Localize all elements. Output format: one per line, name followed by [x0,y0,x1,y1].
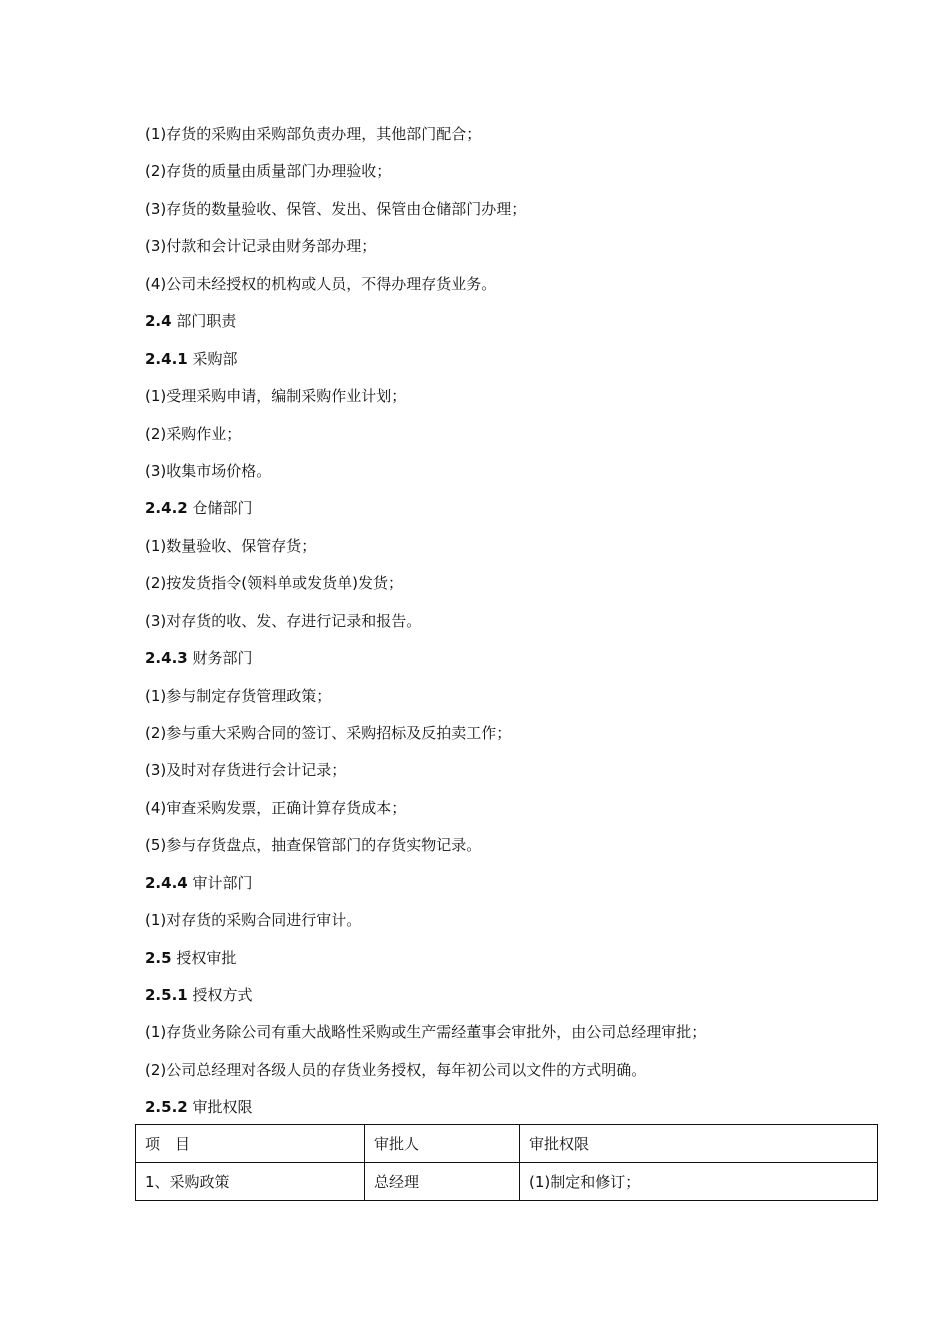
section-heading: 2.4.3 财务部门 [145,649,253,667]
table-header-cell: 审批人 [365,1125,520,1163]
table-header-cell: 项 目 [136,1125,365,1163]
list-item: (2)存货的质量由质量部门办理验收； [145,162,392,180]
list-item: (1)对存货的采购合同进行审计。 [145,911,362,929]
table-cell: (1)制定和修订； [520,1163,878,1201]
section-heading: 2.4.2 仓储部门 [145,499,253,517]
table-header-cell: 审批权限 [520,1125,878,1163]
approval-authority-table [135,1124,878,1201]
list-item: (3)收集市场价格。 [145,462,272,480]
section-heading: 2.5 授权审批 [145,949,237,967]
section-heading: 2.4.4 审计部门 [145,874,253,892]
list-item: (3)及时对存货进行会计记录； [145,761,347,779]
section-heading: 2.4.1 采购部 [145,350,238,368]
list-item: (5)参与存货盘点，抽查保管部门的存货实物记录。 [145,836,482,854]
section-heading: 2.4 部门职责 [145,312,237,330]
list-item: (2)按发货指令(领料单或发货单)发货； [145,574,403,592]
table-cell: 1、采购政策 [136,1163,365,1201]
list-item: (2)公司总经理对各级人员的存货业务授权，每年初公司以文件的方式明确。 [145,1061,647,1079]
list-item: (1)参与制定存货管理政策； [145,687,332,705]
list-item: (3)对存货的收、发、存进行记录和报告。 [145,612,422,630]
list-item: (1)存货的采购由采购部负责办理，其他部门配合； [145,125,482,143]
list-item: (3)付款和会计记录由财务部办理； [145,237,377,255]
table-row [136,1163,878,1201]
table-header-row [136,1125,878,1163]
table-cell: 总经理 [365,1163,520,1201]
list-item: (4)审查采购发票，正确计算存货成本； [145,799,407,817]
list-item: (4)公司未经授权的机构或人员，不得办理存货业务。 [145,275,497,293]
list-item: (2)参与重大采购合同的签订、采购招标及反拍卖工作； [145,724,512,742]
section-heading: 2.5.2 审批权限 [145,1098,253,1116]
list-item: (1)数量验收、保管存货； [145,537,317,555]
section-heading: 2.5.1 授权方式 [145,986,253,1004]
list-item: (1)受理采购申请，编制采购作业计划； [145,387,407,405]
list-item: (2)采购作业； [145,425,242,443]
list-item: (3)存货的数量验收、保管、发出、保管由仓储部门办理； [145,200,527,218]
list-item: (1)存货业务除公司有重大战略性采购或生产需经董事会审批外，由公司总经理审批； [145,1023,707,1041]
